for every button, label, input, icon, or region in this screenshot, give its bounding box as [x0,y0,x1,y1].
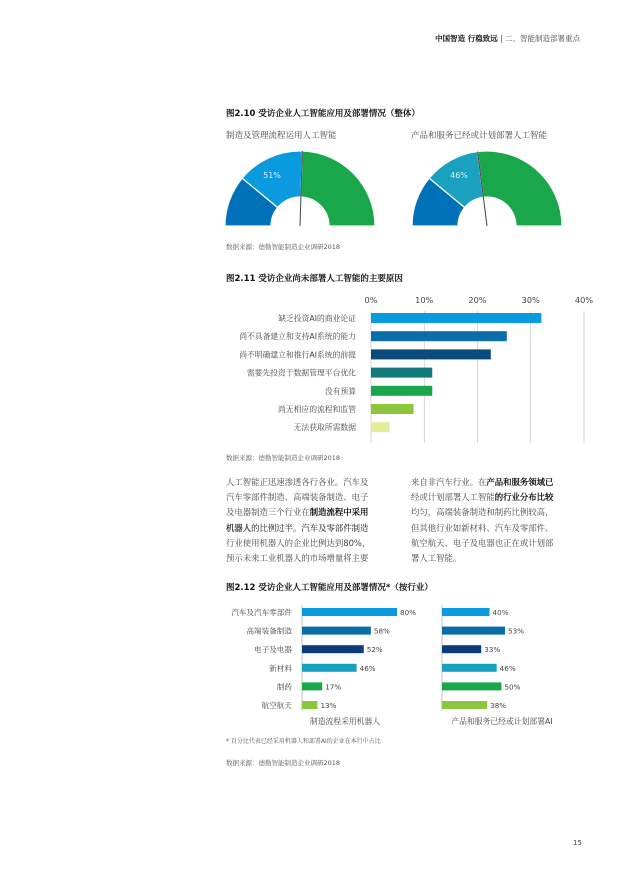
category-label: 尚无相应的流程和监管 [278,405,356,414]
x-tick-label: 40% [574,295,594,305]
bar [371,422,390,432]
paragraph-line: 汽车零部件制造、高端装备制造、电子 [226,492,369,503]
paragraph-text: 来自非汽车行业。在 [411,477,487,487]
industry-label: 电子及电器 [254,645,292,655]
bar-value-label: 46% [359,663,376,673]
bar [371,368,432,378]
industry-label: 汽车及汽车零部件 [231,608,292,617]
category-label: 尚不明确建立和推行AI系统的前提 [239,350,356,360]
bar [371,349,491,359]
paragraph-line: 航空航天、电子及电器也正在或计划部 [411,537,554,548]
figure-2-12-source: 数据来源：德勤智能制造企业调研2018 [226,759,341,767]
industry-bar [302,701,317,709]
emphasis-text: 制造流程中采用 [309,507,369,518]
header-brand: 中国智造 行稳致远 [435,34,498,43]
paragraph-line [226,505,370,520]
bar-value-label: 50% [504,682,521,692]
bar [371,386,432,396]
bar [371,404,414,414]
donut-percentage-label: 46% [450,171,468,180]
category-label: 需要先投资于数据管理平台优化 [246,368,356,378]
figure-2-12-title: 图2.12 受访企业人工智能应用及部署情况*（按行业） [226,583,433,593]
donut-segment-0-2 [301,151,375,226]
donut-percentage-label: 51% [263,171,281,180]
paragraph-line: 行业使用机器人的企业比例达到80%， [226,537,371,548]
industry-label: 制药 [276,682,292,692]
emphasis-text: 产品和服务领域已 [486,477,554,487]
industry-bar [442,701,487,709]
paragraph-line: 预示未来工业机器人的市场增量将主要 [226,553,369,564]
industry-bar [302,608,397,616]
bar [371,331,507,341]
emphasis-text: 的行业分布比较 [494,492,554,503]
paragraph-right-column [411,475,553,566]
bar-value-label: 40% [492,608,509,617]
industry-bar [442,608,490,616]
paragraph-text: 经或计划部署人工智能 [411,492,495,503]
series-label-robots: 制造流程采用机器人 [309,717,381,726]
emphasis-text: 的比例过半。汽车及零部件制造 [251,522,369,533]
x-tick-label: 30% [521,295,540,305]
bar-value-label: 13% [320,701,337,710]
industry-bar [442,682,501,690]
bar-value-label: 53% [508,626,524,636]
paragraph-line [226,521,370,536]
industry-label: 高端装备制造 [246,626,292,636]
industry-bar [442,645,481,653]
industry-bar [442,627,505,635]
bar-value-label: 58% [373,626,390,636]
donut-chart-product-ai [409,146,565,230]
bar-value-label: 46% [499,663,516,673]
paragraph-line: 人工智能正迅速渗透各行各业。汽车及 [226,477,369,487]
page-header [435,33,580,44]
figure-2-11-source: 数据来源：德勤智能制造企业调研2018 [226,454,341,462]
figure-2-11-title: 图2.11 受访企业尚未部署人工智能的主要原因 [226,274,403,284]
donut-segment-1-2 [478,151,562,226]
x-tick-label: 20% [468,295,487,305]
category-label: 没有预算 [324,386,356,396]
paragraph-line: 署人工智能。 [411,553,462,564]
x-tick-label: 0% [364,295,378,305]
figure-2-10-title: 图2.10 受访企业人工智能应用及部署情况（整体） [226,109,420,119]
industry-bar [302,645,364,653]
figure-2-10-source: 数据来源：德勤智能制造企业调研2018 [226,243,341,251]
category-label: 无法获取所需数据 [293,423,356,433]
paragraph-text: 及电器制造三个行业在 [226,507,310,518]
paragraph-left-column [226,475,370,566]
donut-chart-manufacturing-ai [222,146,378,230]
figure-2-10-right-subtitle: 产品和服务已经或计划部署人工智能 [411,131,548,141]
industry-bar [302,664,357,672]
header-separator: | [497,34,505,43]
bar-value-label: 38% [490,701,507,710]
paragraph-text: 机器人 [226,522,252,533]
paragraph-line [411,475,553,490]
paragraph-line: 但其他行业如新材料、汽车及零部件、 [411,522,554,533]
figure-2-10-left-subtitle: 制造及管理流程运用人工智能 [226,131,337,141]
industry-label: 航空航天 [261,701,292,710]
bar-value-label: 33% [484,645,501,655]
paragraph-line: 均匀，高端装备制造和制药比例较高， [411,507,554,518]
page-number: 15 [573,839,582,847]
industry-label: 新材料 [269,663,292,673]
series-label-ai: 产品和服务已经或计划部署AI [451,717,553,726]
x-tick-label: 10% [415,295,434,305]
industry-bar [302,682,322,690]
bar-value-label: 80% [400,608,416,617]
category-label: 尚不具备建立和支持AI系统的能力 [239,332,356,342]
figure-2-12-footnote: * 百分比代表已经采用机器人和部署AI的企业在本行中占比 [226,738,381,745]
paragraph-line [411,490,553,505]
header-section: 二、智能制造部署重点 [505,34,580,43]
bar [371,313,541,323]
bar-value-label: 17% [325,682,342,692]
category-label: 缺乏投资AI的商业论证 [278,314,356,323]
industry-bar [302,627,371,635]
industry-bar [442,664,497,672]
bar-value-label: 52% [366,645,383,655]
